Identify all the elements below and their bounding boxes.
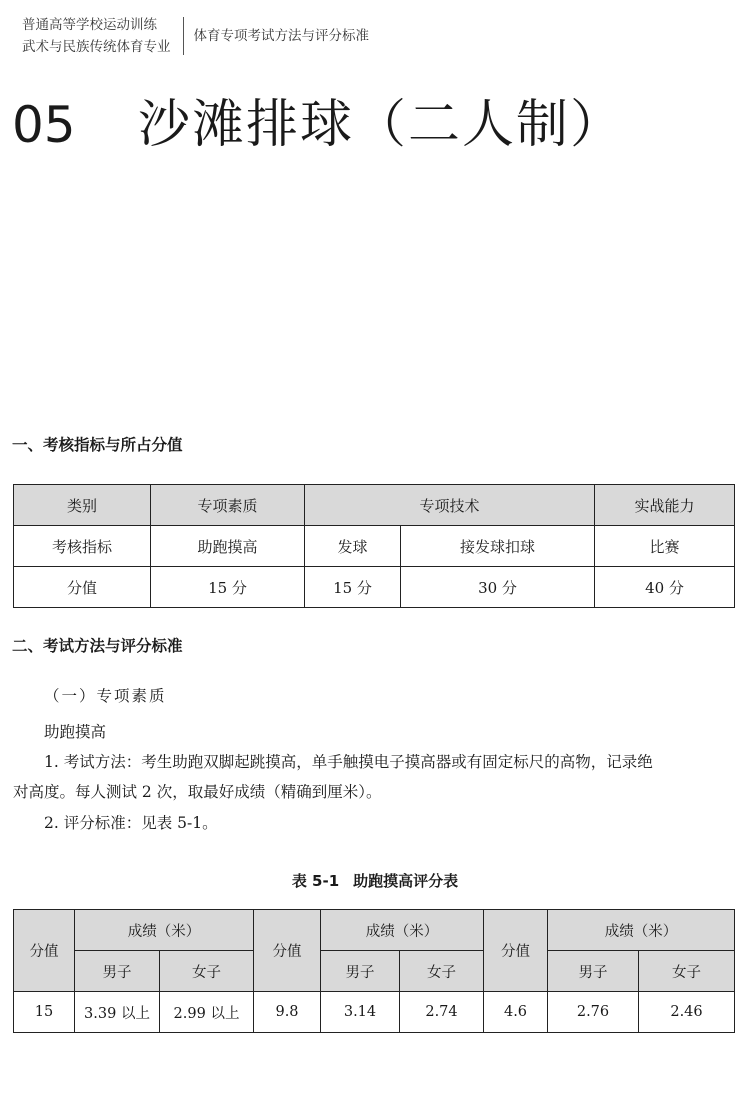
table-cell: 2.46 (639, 992, 735, 1033)
table-cell: 15 分 (305, 567, 401, 608)
header-cell-male: 男子 (321, 951, 400, 992)
header-left (22, 14, 183, 58)
header-right: 体育专项考试方法与评分标准 (193, 28, 369, 44)
scoring-table (13, 909, 735, 1033)
header-cell-fitness: 专项素质 (151, 485, 305, 526)
method-line-2: 对高度。每人测试 2 次，取最好成绩（精确到厘米）。 (13, 783, 382, 801)
table-cell: 15 (14, 992, 75, 1033)
running-header (22, 14, 369, 58)
header-cell-combat: 实战能力 (595, 485, 735, 526)
table-cell: 发球 (305, 526, 401, 567)
caption-title: 助跑摸高评分表 (353, 872, 459, 890)
table-cell: 比赛 (595, 526, 735, 567)
header-cell-male: 男子 (75, 951, 160, 992)
table-cell: 考核指标 (14, 526, 151, 567)
chapter-number: 05 (12, 96, 76, 154)
method-line-1: 1. 考试方法：考生助跑双脚起跳摸高，单手触摸电子摸高器或有固定标尺的高物，记录绝 (44, 753, 653, 771)
table-cell: 40 分 (595, 567, 735, 608)
table-cell: 助跑摸高 (151, 526, 305, 567)
table-row (14, 567, 735, 608)
header-cell-score: 分值 (484, 910, 548, 992)
criteria-line: 2. 评分标准：见表 5-1。 (44, 814, 218, 832)
section-2-heading: 二、考试方法与评分标准 (12, 637, 183, 655)
header-cell-male: 男子 (548, 951, 639, 992)
table-caption (0, 870, 750, 891)
item-title: 助跑摸高 (44, 723, 107, 741)
header-cell-result: 成绩（米） (548, 910, 735, 951)
header-cell-female: 女子 (160, 951, 254, 992)
table-cell: 4.6 (484, 992, 548, 1033)
header-cell-result: 成绩（米） (75, 910, 254, 951)
table-cell: 2.74 (400, 992, 484, 1033)
table-row (14, 992, 735, 1033)
section-1-heading: 一、考核指标与所占分值 (12, 436, 183, 454)
header-cell-female: 女子 (400, 951, 484, 992)
assessment-table (13, 484, 735, 608)
header-line-2: 武术与民族传统体育专业 (22, 39, 171, 55)
table-cell: 2.99 以上 (160, 992, 254, 1033)
header-cell-result: 成绩（米） (321, 910, 484, 951)
sub-heading: （一）专项素质 (44, 687, 167, 705)
header-cell-category: 类别 (14, 485, 151, 526)
header-cell-female: 女子 (639, 951, 735, 992)
table-cell: 15 分 (151, 567, 305, 608)
table-subheader-row (14, 951, 735, 992)
table-cell: 30 分 (401, 567, 595, 608)
table-header-row (14, 485, 735, 526)
table-header-row (14, 910, 735, 951)
header-cell-technique: 专项技术 (305, 485, 595, 526)
table-cell: 分值 (14, 567, 151, 608)
table-row (14, 526, 735, 567)
table-cell: 3.39 以上 (75, 992, 160, 1033)
table-cell: 2.76 (548, 992, 639, 1033)
table-cell: 3.14 (321, 992, 400, 1033)
caption-number: 表 5-1 (291, 872, 340, 890)
chapter-title: 沙滩排球（二人制） (138, 95, 625, 155)
table-cell: 接发球扣球 (401, 526, 595, 567)
header-cell-score: 分值 (14, 910, 75, 992)
table-cell: 9.8 (254, 992, 321, 1033)
header-line-1: 普通高等学校运动训练 (22, 17, 157, 33)
header-cell-score: 分值 (254, 910, 321, 992)
